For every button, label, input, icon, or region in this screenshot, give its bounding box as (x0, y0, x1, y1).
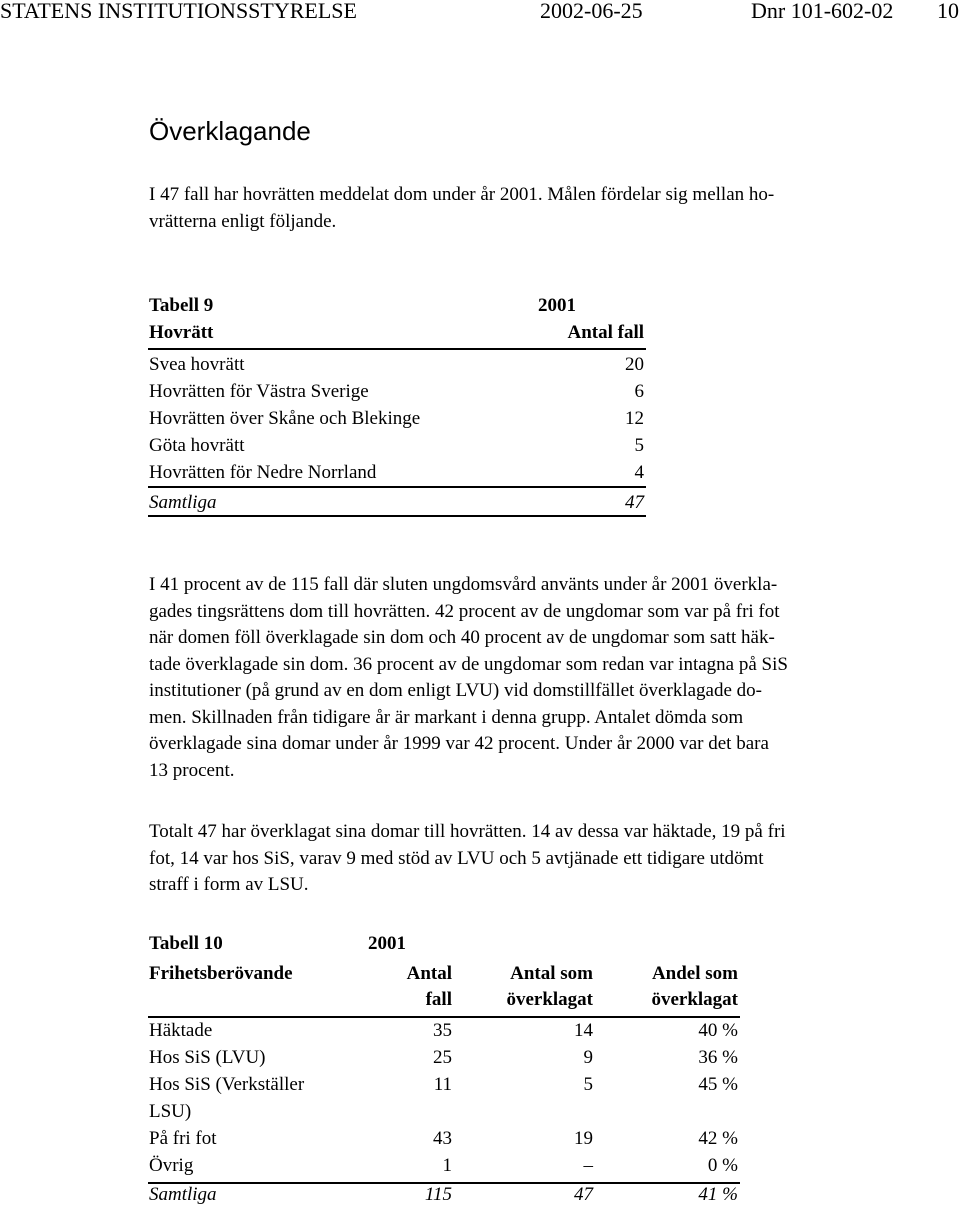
table10-row-label: Hos SiS (LVU) (149, 1047, 266, 1068)
section-title: Överklagande (149, 116, 311, 146)
table10-row-antal: 35 (433, 1020, 452, 1041)
table10-row-andel: 45 % (698, 1074, 738, 1095)
header-date: 2002-06-25 (540, 0, 643, 23)
table10-row-andel: 36 % (698, 1047, 738, 1068)
table10-row-andel: 40 % (698, 1020, 738, 1041)
table9-row-name: Svea hovrätt (149, 354, 245, 375)
table10-total-antal: 115 (424, 1184, 452, 1205)
table10-header-andel-2: överklagat (651, 989, 738, 1010)
table9-total-label: Samtliga (149, 492, 217, 513)
table10-header-overklagat: Antal som (510, 963, 593, 984)
table10-row-label-continuation: LSU) (149, 1101, 192, 1122)
paragraph-line: när domen föll överklagade sin dom och 40 procent av de ungdomar som satt häk- (149, 627, 775, 648)
table10-row-overklagat: 9 (583, 1047, 593, 1068)
table10-row-antal: 43 (433, 1128, 452, 1149)
table10-header-andel: Andel som (651, 963, 738, 984)
table10-row-overklagat: 5 (583, 1074, 593, 1095)
table10-year: 2001 (368, 933, 406, 954)
table10-total-row (148, 1181, 740, 1208)
table10-header-row-2 (148, 986, 740, 1016)
table10-row-andel: 0 % (707, 1155, 738, 1176)
table10-caption-row (148, 930, 740, 960)
table10-row-overklagat: 19 (574, 1128, 593, 1149)
table9-row-value: 20 (625, 354, 644, 375)
table-row (148, 405, 646, 432)
table-row (148, 459, 646, 486)
table10-row-label: Häktade (149, 1020, 213, 1041)
paragraph-line: Totalt 47 har överklagat sina domar till hovrätten. 14 av dessa var häktade, 19 på fri (149, 821, 786, 842)
table-row-continuation (148, 1098, 740, 1125)
table-row (148, 1125, 740, 1152)
table-row (148, 378, 646, 405)
table9-header-rule (148, 348, 646, 350)
table9-bottom-rule (148, 515, 646, 517)
paragraph-line: tade överklagade sin dom. 36 procent av de ungdomar som redan var intagna på SiS (149, 653, 788, 675)
table10-row-label: Hos SiS (Verkställer (149, 1074, 305, 1095)
table9-total-value: 47 (625, 492, 644, 513)
table9-row-name: Hovrätten över Skåne och Blekinge (149, 408, 421, 429)
table9-row-name: Hovrätten för Västra Sverige (149, 381, 369, 402)
table-row (148, 1044, 740, 1071)
table-row (148, 1017, 740, 1044)
table-row (148, 351, 646, 378)
paragraph-line: straff i form av LSU. (149, 874, 309, 895)
paragraph-line: institutioner (på grund av en dom enligt LVU) vid domstillfället överklagade do- (149, 680, 762, 701)
table-row (148, 432, 646, 459)
table10-row-antal: 11 (433, 1074, 452, 1095)
table10-header-antal: Antal (406, 963, 452, 984)
header-org: STATENS INSTITUTIONSSTYRELSE (0, 0, 357, 23)
body-paragraph-1 (149, 572, 788, 784)
table-9 (148, 292, 646, 516)
table10-caption: Tabell 10 (149, 933, 223, 954)
paragraph-line: fot, 14 var hos SiS, varav 9 med stöd av LVU och 5 avtjänade ett tidigare utdömt (149, 847, 764, 869)
table9-row-name: Göta hovrätt (149, 435, 245, 456)
table10-row-label: Övrig (149, 1155, 194, 1176)
table9-row-name: Hovrätten för Nedre Norrland (149, 462, 377, 483)
table9-row-value: 4 (634, 462, 644, 483)
paragraph-line: överklagade sina domar under år 1999 var 42 procent. Under år 2000 var det bara (149, 733, 769, 754)
intro-line: vrätterna enligt följande. (149, 210, 337, 232)
table10-header-antal-2: fall (425, 989, 452, 1010)
intro-line: I 47 fall har hovrätten meddelat dom under år 2001. Målen fördelar sig mellan ho- (149, 184, 775, 205)
table10-header-overklagat-2: överklagat (506, 989, 593, 1010)
table9-caption-row (148, 292, 646, 319)
intro-paragraph (149, 182, 774, 235)
table10-row-antal: 1 (442, 1155, 452, 1176)
paragraph-line: 13 procent. (149, 759, 235, 781)
table10-row-andel: 42 % (698, 1128, 738, 1149)
paragraph-line: men. Skillnaden från tidigare år är markant i denna grupp. Antalet dömda som (149, 706, 744, 728)
table-row (148, 1071, 740, 1098)
paragraph-line: gades tingsrättens dom till hovrätten. 42 procent av de ungdomar som var på fri fot (149, 600, 780, 622)
table-row (148, 1152, 740, 1179)
table10-total-overklagat: 47 (574, 1184, 593, 1205)
table-10 (148, 930, 740, 1208)
body-paragraph-2 (149, 819, 786, 899)
table9-total-rule (148, 486, 646, 488)
table10-header-row-1 (148, 960, 740, 986)
table10-total-label: Samtliga (149, 1184, 217, 1205)
table10-row-label: På fri fot (149, 1128, 217, 1149)
paragraph-line: I 41 procent av de 115 fall där sluten ungdomsvård använts under år 2001 överkla- (149, 574, 778, 595)
table10-total-andel: 41 % (698, 1184, 738, 1205)
table10-row-antal: 25 (433, 1047, 452, 1068)
table9-caption: Tabell 9 (149, 295, 214, 316)
header-page-number: 10 (937, 0, 959, 23)
table10-col-header: Frihetsberövande (149, 963, 293, 984)
table9-col1-header: Hovrätt (149, 322, 214, 343)
table9-row-value: 12 (625, 408, 644, 429)
table9-row-value: 6 (634, 381, 644, 402)
header-reference: Dnr 101-602-02 (751, 0, 894, 23)
table10-row-overklagat: – (583, 1155, 593, 1176)
table9-col2-header: Antal fall (567, 322, 644, 343)
table10-row-overklagat: 14 (574, 1020, 593, 1041)
table9-year: 2001 (538, 295, 576, 316)
table9-header-row (148, 319, 646, 346)
table9-row-value: 5 (634, 435, 644, 456)
table9-total-row (148, 489, 646, 516)
